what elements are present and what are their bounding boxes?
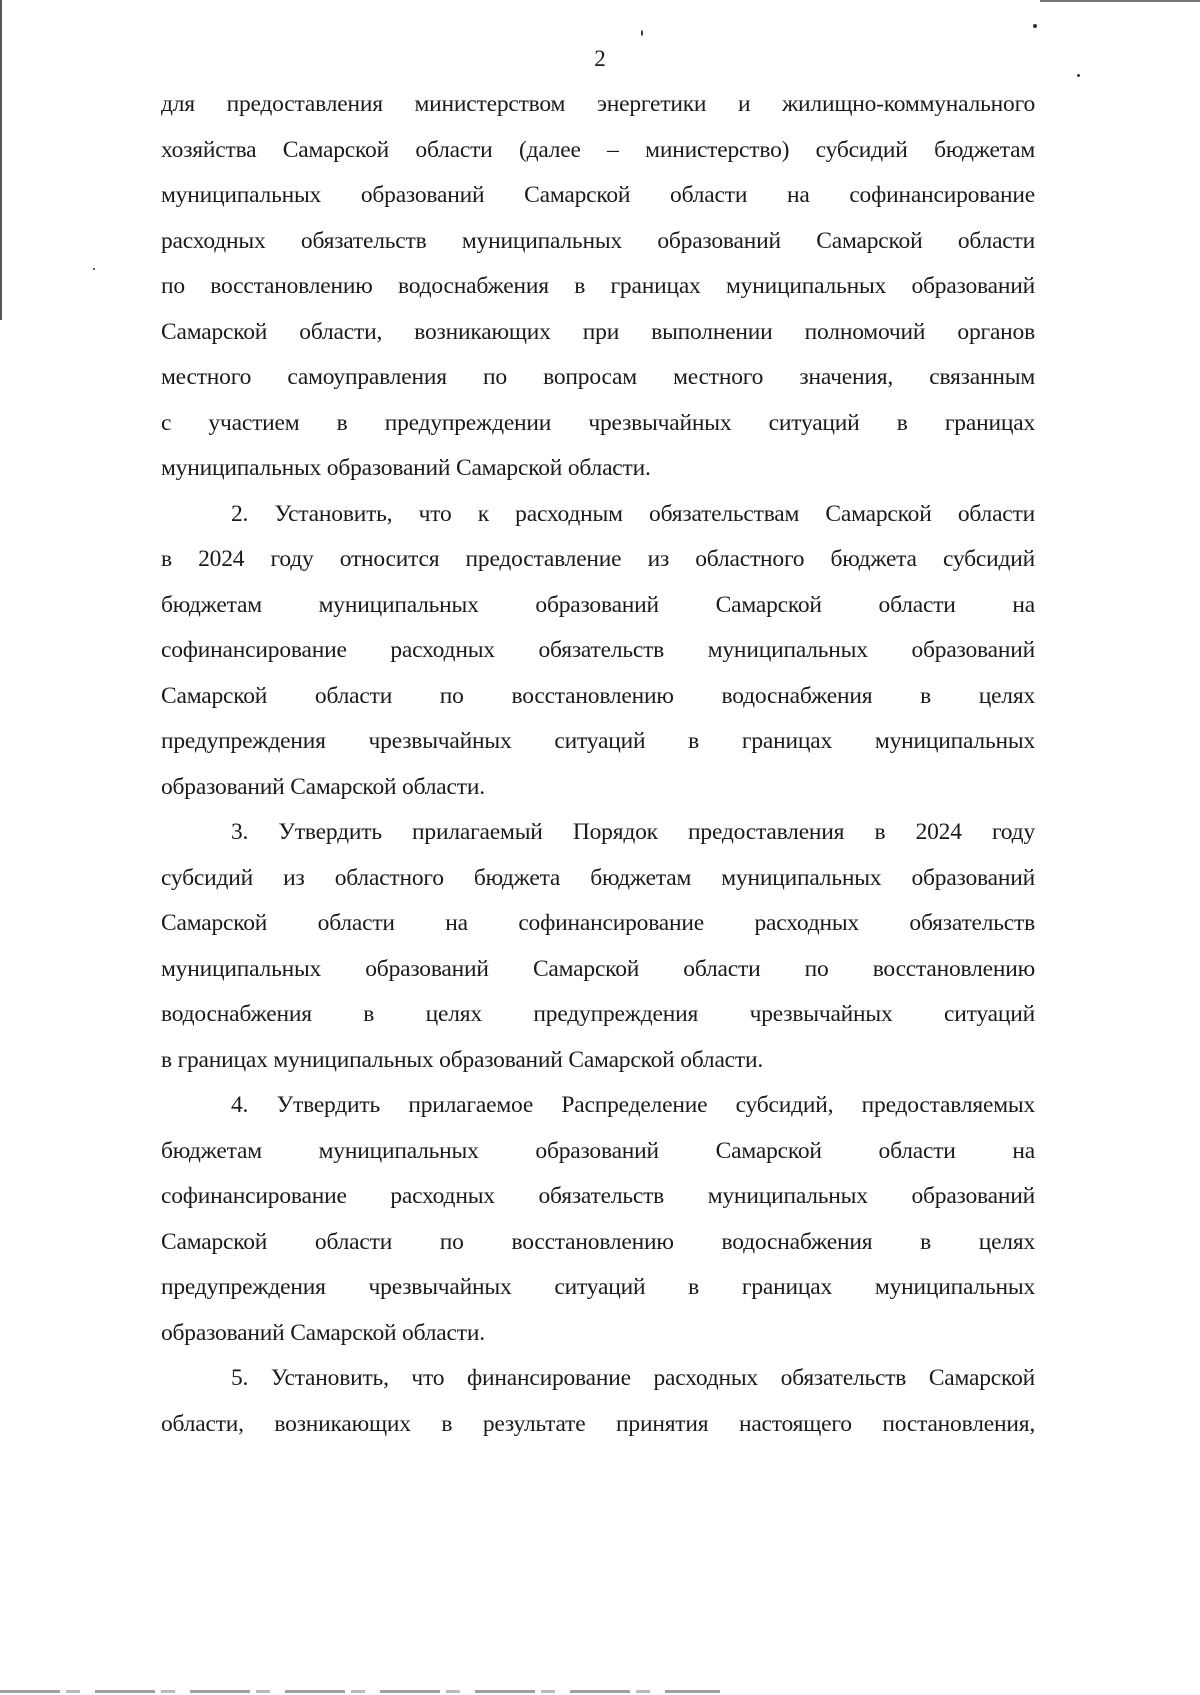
text-line: образований Самарской области. <box>161 773 485 800</box>
text-line: предупреждения чрезвычайных ситуаций в границах муниципальных <box>161 728 1035 754</box>
document-body <box>161 82 1035 1447</box>
text-line: Самарской области по восстановлению водоснабжения в целях <box>161 1228 1035 1255</box>
scan-top-artifact <box>1040 0 1200 2</box>
text-line: Самарской области, возникающих при выполнении полномочий органов <box>161 318 1035 345</box>
scan-speck <box>93 268 95 270</box>
text-line: области, возникающих в результате принятия настоящего постановления, <box>161 1410 1035 1437</box>
page-number <box>0 44 1200 74</box>
text-line: 3. Утвердить прилагаемый Порядок предоставления в 2024 году <box>231 819 1035 845</box>
text-line: в 2024 году относится предоставление из областного бюджета субсидий <box>161 546 1035 572</box>
text-line: субсидий из областного бюджета бюджетам муниципальных образований <box>161 864 1035 891</box>
text-line: бюджетам муниципальных образований Самарской области на <box>161 591 1035 618</box>
text-line: 2. Установить, что к расходным обязательствам Самарской области <box>231 500 1035 527</box>
text-line: софинансирование расходных обязательств муниципальных образований <box>161 1183 1035 1209</box>
text-line: предупреждения чрезвычайных ситуаций в границах муниципальных <box>161 1274 1035 1300</box>
text-line: образований Самарской области. <box>161 1319 485 1346</box>
paragraph-3 <box>161 810 1035 1083</box>
text-line: расходных обязательств муниципальных образований Самарской области <box>161 227 1035 254</box>
text-line: по восстановлению водоснабжения в границах муниципальных образований <box>161 273 1035 299</box>
text-line: местного самоуправления по вопросам местного значения, связанным <box>161 364 1035 390</box>
text-line: софинансирование расходных обязательств муниципальных образований <box>161 637 1035 663</box>
text-line: водоснабжения в целях предупреждения чрезвычайных ситуаций <box>161 1001 1035 1027</box>
page-number-text: 2 <box>594 46 606 71</box>
text-line: 5. Установить, что финансирование расходных обязательств Самарской <box>231 1365 1035 1391</box>
text-line: 4. Утвердить прилагаемое Распределение субсидий, предоставляемых <box>231 1092 1035 1118</box>
text-line: муниципальных образований Самарской области на софинансирование <box>161 182 1035 208</box>
scan-speck <box>641 30 643 36</box>
text-line: муниципальных образований Самарской области по восстановлению <box>161 955 1035 982</box>
text-line: с участием в предупреждении чрезвычайных ситуаций в границах <box>161 409 1035 436</box>
text-line: бюджетам муниципальных образований Самарской области на <box>161 1137 1035 1164</box>
paragraph-1-continuation <box>161 82 1035 492</box>
scan-bottom-artifact <box>0 1690 720 1693</box>
text-line: для предоставления министерством энергетики и жилищно-коммунального <box>161 91 1035 117</box>
text-line: Самарской области по восстановлению водоснабжения в целях <box>161 682 1035 709</box>
text-line: в границах муниципальных образований Самарской области. <box>161 1046 764 1073</box>
paragraph-5 <box>161 1356 1035 1447</box>
text-line: Самарской области на софинансирование расходных обязательств <box>161 910 1035 936</box>
paragraph-2 <box>161 492 1035 811</box>
text-line: муниципальных образований Самарской области. <box>161 455 651 481</box>
scan-speck <box>1077 74 1080 77</box>
paragraph-4 <box>161 1083 1035 1356</box>
text-line: хозяйства Самарской области (далее – министерство) субсидий бюджетам <box>161 136 1035 163</box>
scan-speck <box>1033 24 1037 28</box>
